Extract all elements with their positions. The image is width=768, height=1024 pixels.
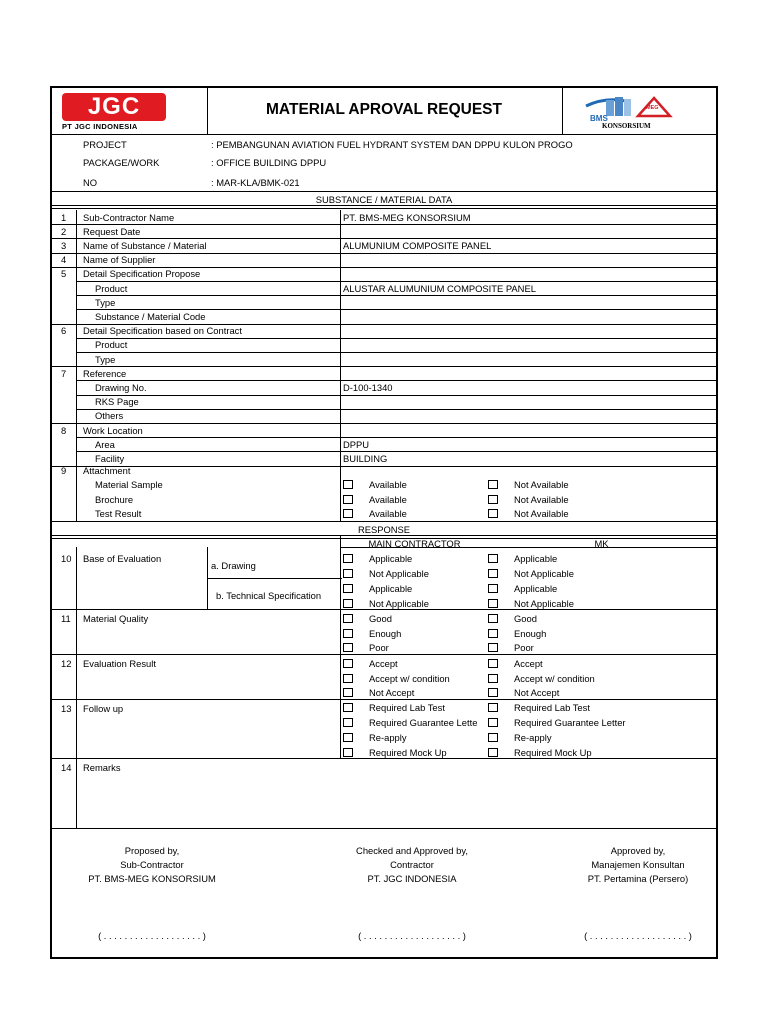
mc-follow-up-checkbox[interactable]: [343, 718, 353, 727]
row-label: Work Location: [83, 424, 143, 436]
attachment-label: Attachment: [83, 465, 131, 476]
mc-result-option-label: Not Accept: [369, 687, 415, 699]
row-value: PT. BMS-MEG KONSORSIUM: [343, 211, 471, 223]
mc-follow-up-checkbox[interactable]: [343, 703, 353, 712]
mc-quality-option-label: Good: [369, 613, 392, 624]
row-label: Facility: [95, 452, 125, 464]
row-label: Reference: [83, 367, 127, 379]
eval-result-label: Evaluation Result: [83, 658, 156, 669]
row-label: Sub-Contractor Name: [83, 211, 175, 223]
evaluation-tech-spec: b. Technical Specification: [216, 590, 322, 601]
mk-result-option-label: Not Accept: [514, 687, 560, 699]
main-contractor-heading: MAIN CONTRACTOR: [368, 538, 461, 549]
quality-label: Material Quality: [83, 613, 149, 624]
row-label: Type: [95, 353, 116, 365]
row-label: Product: [95, 282, 128, 294]
mk-follow-up-checkbox[interactable]: [488, 703, 498, 712]
mc-follow-up-checkbox[interactable]: [343, 748, 353, 757]
mk-follow-up-checkbox[interactable]: [488, 748, 498, 757]
mc-result-option-label: Accept: [369, 658, 398, 669]
mk-evaluation-checkbox[interactable]: [488, 584, 498, 593]
available-label: Available: [369, 508, 407, 520]
mk-evaluation-label: Applicable: [514, 553, 558, 564]
mk-quality-option-label: Poor: [514, 642, 534, 654]
mc-evaluation-checkbox[interactable]: [343, 554, 353, 563]
quality-no: 11: [61, 613, 71, 624]
row-number: 5: [61, 268, 67, 280]
follow-up-label: Follow up: [83, 703, 124, 714]
mk-follow-up-option-label: Re-apply: [514, 731, 552, 743]
mk-quality-checkbox[interactable]: [488, 614, 498, 623]
mc-result-checkbox[interactable]: [343, 688, 353, 697]
eval-result-no: 12: [61, 658, 72, 669]
project-value: : PEMBANGUNAN AVIATION FUEL HYDRANT SYSTEM DAN DPPU KULON PROGO: [211, 139, 573, 150]
mc-quality-checkbox[interactable]: [343, 629, 353, 638]
signature-consultant: Approved by, Manajemen Konsultan PT. Pertamina (Persero): [587, 845, 689, 884]
mc-evaluation-checkbox[interactable]: [343, 599, 353, 608]
not-available-label: Not Available: [514, 479, 569, 490]
follow-up-no: 13: [61, 703, 72, 714]
mc-follow-up-option-label: Re-apply: [369, 731, 407, 743]
row-number: 4: [61, 254, 67, 266]
signature-contractor-blank: ( . . . . . . . . . . . . . . . . . . . ): [358, 930, 466, 941]
row-label: Name of Supplier: [83, 254, 156, 266]
mk-result-checkbox[interactable]: [488, 674, 498, 683]
evaluation-label: Base of Evaluation: [83, 553, 162, 564]
row-label: Product: [95, 339, 128, 351]
row-value: ALUSTAR ALUMUNIUM COMPOSITE PANEL: [343, 282, 536, 294]
no-label: NO: [83, 177, 98, 188]
mk-quality-checkbox[interactable]: [488, 629, 498, 638]
mk-follow-up-option-label: Required Lab Test: [514, 702, 590, 713]
divider: [562, 88, 563, 134]
mc-follow-up-option-label: Required Mock Up: [369, 746, 447, 758]
mk-follow-up-checkbox[interactable]: [488, 718, 498, 727]
signature-consultant-blank: ( . . . . . . . . . . . . . . . . . . . ): [584, 930, 692, 941]
row-value: DPPU: [343, 438, 370, 450]
attachment-item-label: Material Sample: [95, 479, 163, 490]
row-value: BUILDING: [343, 452, 388, 464]
signature-subcontractor-blank: ( . . . . . . . . . . . . . . . . . . . ): [98, 930, 206, 941]
package-value: : OFFICE BUILDING DPPU: [211, 157, 327, 168]
row-label: Request Date: [83, 225, 141, 237]
mc-evaluation-checkbox[interactable]: [343, 584, 353, 593]
row-label: Detail Specification based on Contract: [83, 325, 242, 337]
mk-follow-up-option-label: Required Mock Up: [514, 746, 592, 758]
available-checkbox[interactable]: [343, 480, 353, 489]
row-value: D-100-1340: [343, 381, 393, 393]
row-number: 1: [61, 211, 67, 223]
not-available-checkbox[interactable]: [488, 495, 498, 504]
mk-result-option-label: Accept w/ condition: [514, 672, 595, 684]
mc-result-option-label: Accept w/ condition: [369, 672, 450, 684]
row-number: 7: [61, 367, 67, 379]
mc-evaluation-label: Applicable: [369, 583, 413, 594]
mk-quality-option-label: Enough: [514, 627, 547, 639]
section-response-heading: RESPONSE: [357, 524, 411, 535]
mc-result-checkbox[interactable]: [343, 674, 353, 683]
mk-result-checkbox[interactable]: [488, 688, 498, 697]
mc-quality-option-label: Poor: [369, 642, 389, 654]
project-label: PROJECT: [83, 139, 127, 150]
attachment-item-label: Test Result: [95, 508, 142, 520]
mk-evaluation-checkbox[interactable]: [488, 569, 498, 578]
section-substance-heading: SUBSTANCE / MATERIAL DATA: [315, 194, 453, 205]
signature-contractor: Checked and Approved by, Contractor PT. JGC INDONESIA: [356, 845, 468, 884]
mk-follow-up-checkbox[interactable]: [488, 733, 498, 742]
attachment-item-label: Brochure: [95, 493, 134, 505]
mc-evaluation-label: Not Applicable: [369, 598, 429, 609]
package-label: PACKAGE/WORK: [83, 157, 160, 168]
remarks-label: Remarks: [83, 762, 121, 773]
mk-evaluation-label: Not Applicable: [514, 568, 574, 579]
evaluation-drawing: a. Drawing: [211, 560, 256, 571]
row-number: 6: [61, 325, 67, 337]
mc-evaluation-label: Not Applicable: [369, 568, 429, 579]
mk-evaluation-checkbox[interactable]: [488, 599, 498, 608]
row-label: Name of Substance / Material: [83, 239, 207, 251]
row-label: RKS Page: [95, 396, 139, 408]
mk-evaluation-label: Applicable: [514, 583, 558, 594]
mc-follow-up-option-label: Required Lab Test: [369, 702, 445, 713]
mk-follow-up-option-label: Required Guarantee Letter: [514, 716, 626, 728]
row-label: Type: [95, 296, 116, 308]
row-label: Drawing No.: [95, 381, 147, 393]
mk-evaluation-label: Not Applicable: [514, 598, 574, 609]
mc-follow-up-option-label: Required Guarantee Lette: [369, 716, 478, 728]
mc-result-checkbox[interactable]: [343, 659, 353, 668]
mk-quality-option-label: Good: [514, 613, 537, 624]
not-available-label: Not Available: [514, 508, 569, 520]
no-value: : MAR-KLA/BMK-021: [211, 177, 300, 188]
evaluation-no: 10: [61, 553, 72, 564]
mk-evaluation-checkbox[interactable]: [488, 554, 498, 563]
signature-subcontractor: Proposed by, Sub-Contractor PT. BMS-MEG KONSORSIUM: [88, 845, 216, 884]
not-available-checkbox[interactable]: [488, 480, 498, 489]
row-label: Detail Specification Propose: [83, 268, 201, 280]
mk-quality-checkbox[interactable]: [488, 643, 498, 652]
available-label: Available: [369, 493, 407, 505]
mc-quality-option-label: Enough: [369, 627, 402, 639]
row-label: Substance / Material Code: [95, 310, 206, 322]
row-label: Others: [95, 410, 124, 422]
mk-result-checkbox[interactable]: [488, 659, 498, 668]
bms-meg-logo: BMS MEG KONSORSIUM: [582, 94, 692, 132]
mc-follow-up-checkbox[interactable]: [343, 733, 353, 742]
form-title: MATERIAL APROVAL REQUEST: [266, 101, 502, 118]
available-checkbox[interactable]: [343, 495, 353, 504]
row-number: 2: [61, 225, 67, 237]
row-value: ALUMUNIUM COMPOSITE PANEL: [343, 239, 492, 251]
mc-quality-checkbox[interactable]: [343, 643, 353, 652]
remarks-no: 14: [61, 762, 72, 773]
row-number: 8: [61, 424, 67, 436]
not-available-label: Not Available: [514, 493, 569, 505]
mk-heading: MK: [594, 538, 609, 549]
available-label: Available: [369, 479, 407, 490]
mc-quality-checkbox[interactable]: [343, 614, 353, 623]
material-approval-form: JGC PT JGC INDONESIA MATERIAL APROVAL REQUEST BMS MEG KONSORSIUM PROJECT : PEMBANGUNAN AVIATION FUEL HYDRANT SYSTEM DAN DPPU KULON PROGO PACKAGE/WORK : OFFICE BUILDING DPPU NO : MAR-KLA/BMK-021 SUBSTANCE / MATERIAL DATA 1 Sub-Contractor Name PT. BMS-MEG KONSORSIUM 2 Request Date 3 Name of Substance / Material ALUMUNIUM COMPOSITE PANEL 4 Name of Supplier 5 Detail Specification Propose Product ALUSTAR ALUMUNIUM COMPOSITE PANEL Type Substance / Material Code 6 Detail Specification based on Contract Product Type 7 Reference Drawing No. D-100-1340 RKS Page Others 8 Work Location Area DPPU Facility BUILDING 9 Attachment Material Sample Available Not Available Brochure Available Not Available Test Result Available Not Available RESPONSE MAIN CONTRACTOR MK 10 Base of Evaluation a. Drawing b. Technical Specification Applicable Applicable Not Applicable Not Applicable Applicable Applicable Not Applicable Not Applicable 11 Material Quality Good Enough Poor Good Enough Poor 12 Evaluation Result Accept Accept w/ condition Not Accept Accept Accept w/ condition Not Accept 13 Follow up Required Lab Test Required Guarantee Lette Re-apply Required Mock Up Required Lab Test Required Guarantee Letter Re-apply Required Mock Up 14 Remarks Proposed by, Sub-Contractor PT. BMS-MEG KONSORSIUM ( . . . . . . . . . . . . . . . . . . . ) Checked and Approved by, Contractor PT. JGC INDONESIA ( . . . . . . . . . . . . . . . . . . . ) Approved by, Manajemen Konsultan PT. Pertamina (Persero) ( . . . . . . . . . . . . . . . . . . . ): [50, 86, 718, 959]
attachment-no: 9: [61, 465, 67, 476]
mk-result-option-label: Accept: [514, 658, 543, 669]
mc-evaluation-label: Applicable: [369, 553, 413, 564]
row-number: 3: [61, 239, 67, 251]
available-checkbox[interactable]: [343, 509, 353, 518]
not-available-checkbox[interactable]: [488, 509, 498, 518]
mc-evaluation-checkbox[interactable]: [343, 569, 353, 578]
row-label: Area: [95, 438, 115, 450]
